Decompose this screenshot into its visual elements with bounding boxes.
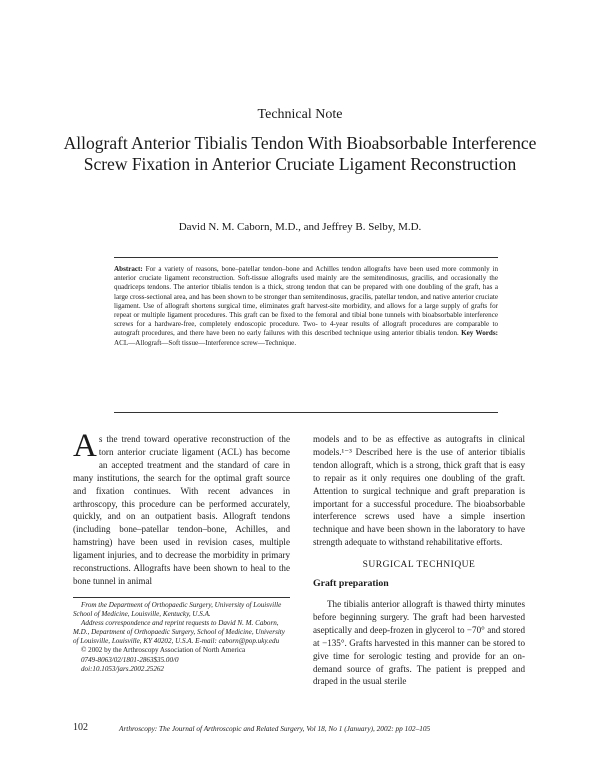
article-title: Allograft Anterior Tibialis Tendon With Bioabsorbable Interference Screw Fixation in Anterior Cruciate Ligament Reconstruction: [63, 133, 537, 174]
author-line: David N. M. Caborn, M.D., and Jeffrey B. Selby, M.D.: [178, 221, 422, 233]
abstract-label: Abstract:: [114, 265, 143, 273]
abstract-text: For a variety of reasons, bone–patellar tendon–bone and Achilles tendon allografts have been used more commonly in anterior cruciate ligament reconstruction. Soft-tissue allografts used mainly are the semitendinosus, gracilis, and occasionally the quadriceps tendons. The anterior tibialis tendon is a thick, strong tendon that can be prepared with one doubling of the graft, has a large cross-sectional area, and has been shown to be stronger than semitendinosus, gracilis, patellar tendon, and native anterior cruciate ligament. Use of allograft shortens surgical time, eliminates graft harvest-site morbidity, and allows for a large supply of grafts for repeat or multiple ligament procedures. This graft can be fixed to the femoral and tibial bone tunnels with bioabsorbable interference screws for a hardware-free, completely endoscopic procedure. Two- to 4-year results of allograft procedures are comparable to autograft procedures, and there have been no early failures with this described technique using anterior tibialis tendon.: [114, 265, 498, 338]
footnotes: [73, 601, 290, 674]
abstract-top-rule: [114, 257, 498, 258]
drop-cap: A: [73, 428, 97, 464]
graft-preparation-paragraph: The tibialis anterior allograft is thawed thirty minutes before beginning surgery. The graft had been harvested aseptically and deep-frozen in glycerol to −70° and stored at −135°. Grafts harvested in this manner can be stored to give time for serologic testing and provide for an on-demand source of grafts. The patient is prepped and draped in the usual sterile: [313, 599, 525, 687]
keywords-label: Key Words:: [461, 329, 498, 338]
intro-paragraph: s the trend toward operative reconstruction of the torn anterior cruciate ligament (ACL) has become an accepted treatment and the standard of care in many institutions, the search for the optimal graft source and fixation continues. With recent advances in arthroscopy, this procedure can be performed accurately, quickly, and on an outpatient basis. Allograft tendons (including bone–patellar tendon–bone, Achilles, and hamstring) have been used in revision cases, multiple ligament injuries, and to decrease the morbidity in primary reconstructions. Allografts have been shown to heal to the bone tunnel in animal: [73, 434, 290, 586]
footnote-doi: doi:10.1053/jars.2002.25262: [81, 664, 164, 673]
footnote-rule: [73, 597, 290, 598]
section-heading: SURGICAL TECHNIQUE: [362, 560, 476, 570]
body-left-column: [73, 428, 290, 588]
journal-citation: Arthroscopy: The Journal of Arthroscopic and Related Surgery, Vol 18, No 1 (January), 2002: pp 102–105: [119, 724, 431, 733]
abstract: [114, 265, 498, 348]
footnote-affiliation: From the Department of Orthopaedic Surgery, University of Louisville School of Medicine, Louisville, Kentucky, U.S.A.: [73, 601, 282, 619]
body-right-column: models and to be as effective as autografts in clinical models.¹⁻³ Described here is the use of anterior tibialis tendon allograft, which is a strong, thick graft that is easy to repair as it only requires one doubling of the graft. Attention to surgical technique and graft preparation is important for a successful procedure. The bioabsorbable interference screws used have a simple insertion technique and have been shown in the laboratory to have strength adequate to withstand rehabilitative efforts.: [313, 434, 525, 548]
subsection-heading: Graft preparation: [313, 578, 389, 589]
article-type: Technical Note: [257, 107, 343, 122]
footnote-issn: 0749-8063/02/1801-2863$35.00/0: [81, 655, 179, 664]
footnote-correspondence: Address correspondence and reprint requests to David N. M. Caborn, M.D., Department of Orthopaedic Surgery, School of Medicine, University of Louisville, Louisville, KY 40202, U.S.A. E-mail: caborn@pop.uky.edu: [73, 619, 285, 646]
page-number: 102: [73, 722, 88, 733]
abstract-bottom-rule: [114, 412, 498, 413]
keywords: ACL—Allograft—Soft tissue—Interference screw—Technique.: [114, 338, 297, 347]
footnote-copyright: © 2002 by the Arthroscopy Association of North America: [81, 646, 246, 655]
